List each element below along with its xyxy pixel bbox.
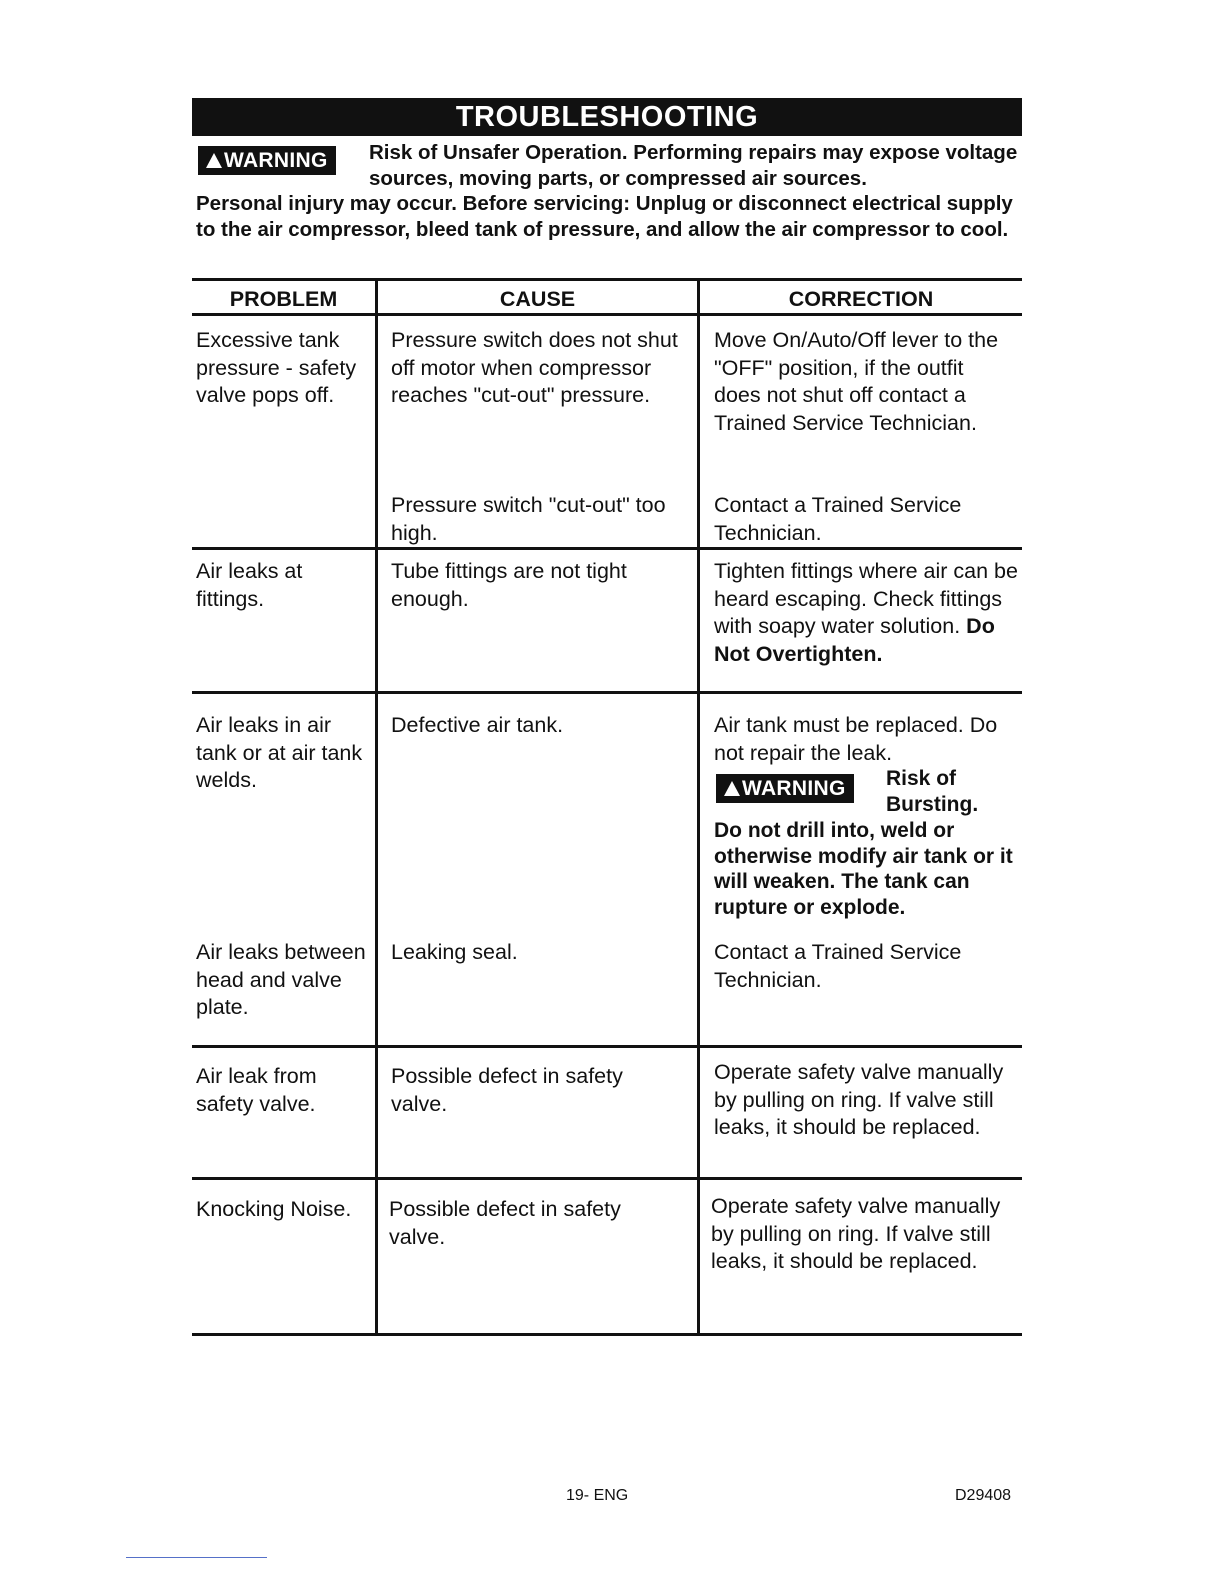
table-bottom-rule — [192, 1333, 1022, 1336]
row-rule — [192, 547, 1022, 550]
cause-cell: Defective air tank. — [391, 713, 564, 737]
warning-badge-inline — [716, 774, 874, 803]
link-underline — [126, 1557, 267, 1558]
cause-cell: Possible defect in safety valve. — [389, 1197, 621, 1249]
page-title: TROUBLESHOOTING — [192, 98, 1022, 136]
warning-triangle-icon — [206, 153, 222, 168]
correction-cell: Operate safety valve manually by pulling on ring. If valve still leaks, it should be replaced. — [711, 1194, 1001, 1273]
header-correction: CORRECTION — [788, 287, 934, 311]
correction-cell: Contact a Trained Service Technician. — [714, 493, 962, 545]
row-rule — [192, 691, 1022, 694]
warning-badge — [198, 146, 361, 175]
page-number: 19- ENG — [566, 1487, 629, 1504]
column-divider — [697, 278, 700, 1336]
problem-cell: Air leaks at fittings. — [196, 559, 303, 611]
correction-emphasis: Do Not Overtighten. — [714, 614, 995, 666]
cause-cell: Possible defect in safety valve. — [391, 1064, 623, 1116]
table-top-rule — [192, 278, 1022, 281]
row-rule — [192, 1045, 1022, 1048]
problem-cell: Excessive tank pressure - safety valve pops off. — [196, 328, 357, 407]
correction-cell — [714, 558, 1019, 668]
correction-cell: Air tank must be replaced. Do not repair the leak. — [714, 713, 998, 765]
warning-badge-label: WARNING — [742, 777, 846, 800]
cause-cell: Tube fittings are not tight enough. — [391, 559, 627, 611]
problem-cell: Air leak from safety valve. — [196, 1064, 317, 1116]
header-problem: PROBLEM — [229, 287, 338, 311]
cause-cell: Pressure switch "cut-out" too high. — [391, 493, 666, 545]
warning-title: Risk of Bursting. — [886, 767, 979, 816]
cause-cell: Pressure switch does not shut off motor when compressor reaches "cut-out" pressure. — [391, 328, 678, 407]
row-rule — [192, 1177, 1022, 1180]
correction-cell: Operate safety valve manually by pulling on ring. If valve still leaks, it should be replaced. — [714, 1060, 1004, 1139]
warning-triangle-icon — [724, 781, 740, 796]
correction-cell: Move On/Auto/Off lever to the "OFF" position, if the outfit does not shut off contact a Trained Service Technician. — [714, 328, 999, 435]
warning-badge-label: WARNING — [224, 149, 328, 172]
header-cause: CAUSE — [499, 287, 576, 311]
warning-text-line1: Risk of Unsafer Operation. Performing repairs may expose voltage sources, moving parts, or compressed air sources. — [369, 141, 1018, 190]
problem-cell: Air leaks between head and valve plate. — [196, 940, 366, 1019]
warning-body: Do not drill into, weld or otherwise modify air tank or it will weaken. The tank can rupture or explode. — [714, 819, 1013, 919]
problem-cell: Air leaks in air tank or at air tank welds. — [196, 713, 363, 792]
document-code: D29408 — [955, 1487, 1012, 1504]
column-divider — [375, 281, 378, 1336]
cause-cell: Leaking seal. — [391, 940, 518, 964]
correction-cell: Contact a Trained Service Technician. — [714, 940, 962, 992]
correction-text: Tighten fittings where air can be heard escaping. Check fittings with soapy water solution. — [714, 559, 1018, 638]
header-rule — [192, 313, 1022, 316]
warning-text-line2: Personal injury may occur. Before servicing: Unplug or disconnect electrical supply to the air compressor, bleed tank of pressure, and allow the air compressor to cool. — [196, 192, 1013, 241]
problem-cell: Knocking Noise. — [196, 1197, 352, 1221]
